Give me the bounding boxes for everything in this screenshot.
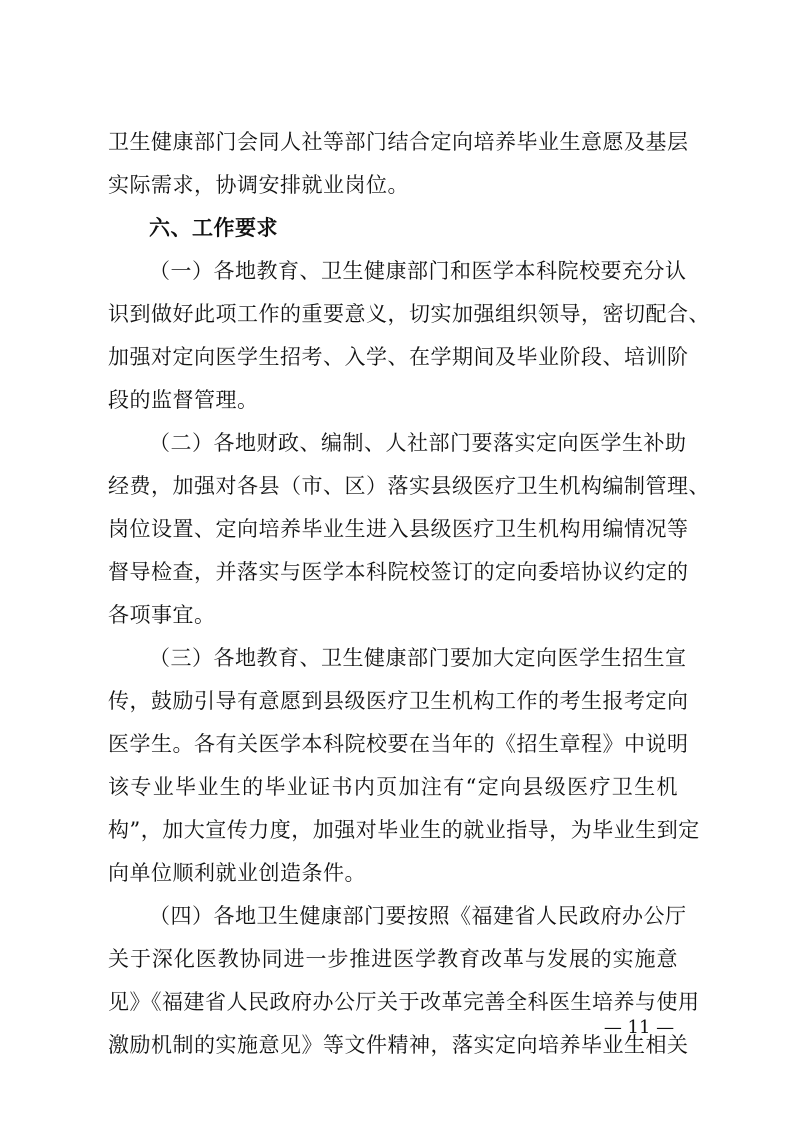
text-line: 传，鼓励引导有意愿到县级医疗卫生机构工作的考生报考定向 xyxy=(108,689,689,713)
text-line: 构”，加大宣传力度，加强对毕业生的就业指导，为毕业生到定 xyxy=(108,818,700,842)
text-line: 督导检查，并落实与医学本科院校签订的定向委培协议约定的 xyxy=(108,560,689,584)
text-line: （一）各地教育、卫生健康部门和医学本科院校要充分认 xyxy=(149,259,687,283)
text-line: 加强对定向医学生招考、入学、在学期间及毕业阶段、培训阶 xyxy=(108,345,689,369)
text-line: 实际需求，协调安排就业岗位。 xyxy=(108,173,409,197)
text-line: （二）各地财政、编制、人社部门要落实定向医学生补助 xyxy=(149,431,687,455)
text-line: （三）各地教育、卫生健康部门要加大定向医学生招生宣 xyxy=(149,646,687,670)
page-number: — 11 — xyxy=(603,1017,675,1038)
text-line: （四）各地卫生健康部门要按照《福建省人民政府办公厅 xyxy=(149,904,687,928)
text-line: 激励机制的实施意见》等文件精神，落实定向培养毕业生相关 xyxy=(108,1033,689,1057)
text-line: 各项事宜。 xyxy=(108,603,216,627)
text-line: 岗位设置、定向培养毕业生进入县级医疗卫生机构用编情况等 xyxy=(108,517,689,541)
text-line: 卫生健康部门会同人社等部门结合定向培养毕业生意愿及基层 xyxy=(108,130,689,154)
text-line: 关于深化医教协同进一步推进医学教育改革与发展的实施意 xyxy=(108,947,678,971)
section-heading: 六、工作要求 xyxy=(149,216,278,240)
text-line: 向单位顺利就业创造条件。 xyxy=(108,861,366,885)
text-line: 经费，加强对各县（市、区）落实县级医疗卫生机构编制管理、 xyxy=(108,474,710,498)
text-line: 医学生。各有关医学本科院校要在当年的《招生章程》中说明 xyxy=(108,732,689,756)
text-line: 见》《福建省人民政府办公厅关于改革完善全科医生培养与使用 xyxy=(108,990,700,1014)
text-line: 识到做好此项工作的重要意义，切实加强组织领导，密切配合、 xyxy=(108,302,710,326)
text-line: 段的监督管理。 xyxy=(108,388,259,412)
text-line: 该专业毕业生的毕业证书内页加注有“定向县级医疗卫生机 xyxy=(108,775,678,799)
